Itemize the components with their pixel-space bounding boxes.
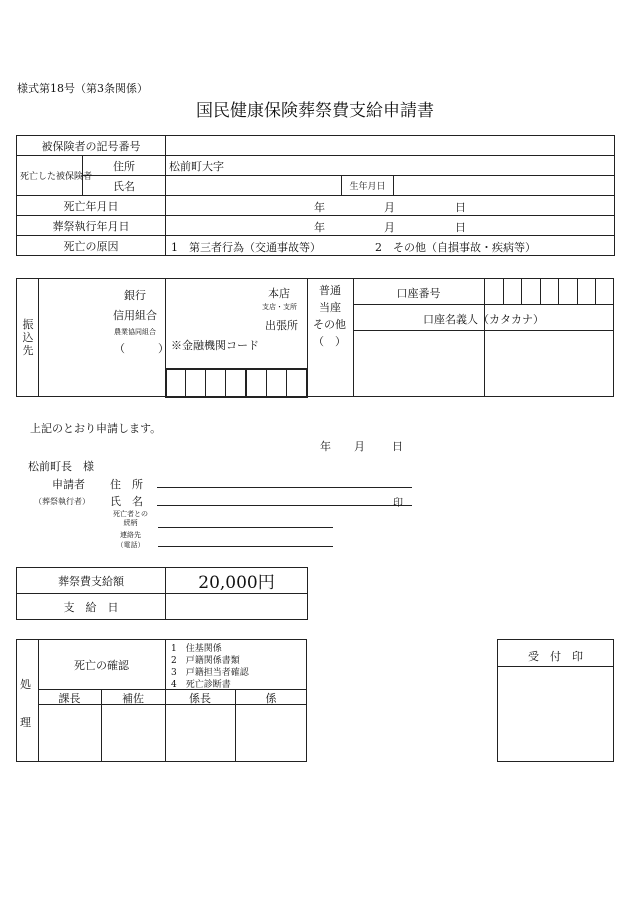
deceased-info-table [16,135,615,256]
account-type-other[interactable]: その他 [313,318,346,331]
account-type-paren: （ ） [313,335,346,348]
account-number-label: 口座番号 [396,287,441,300]
amount-label: 葬祭費支給額 [17,568,166,594]
address-label: 住所 [83,156,166,176]
applicant-label: 申請者 [52,478,85,491]
funeral-date-label: 葬祭執行年月日 [17,216,166,236]
form-number: 様式第18号（第3条関係） [17,82,148,95]
address-field[interactable]: 松前町大字 [166,156,615,176]
death-confirm-label: 死亡の確認 [74,659,129,672]
addressee: 松前町長 様 [28,460,94,473]
insured-id-label: 被保険者の記号番号 [17,136,166,156]
bank-paren: （ ） [114,342,169,355]
page-title: 国民健康保険葬祭費支給申請書 [196,101,434,121]
sub-office-label[interactable]: 出張所 [265,319,298,332]
pay-date-label: 支 給 日 [17,594,166,620]
agri-coop-label[interactable]: 農業協同組合 [114,328,156,336]
payment-table [16,567,308,620]
cause-option-2[interactable]: 2 その他（自損事故・疾病等） [375,241,536,254]
applicant-address-label: 住 所 [110,478,143,491]
birthdate-field[interactable] [394,176,615,196]
role-staff: 係 [265,692,277,705]
contact-label-2: （電話） [116,541,145,549]
account-type-current[interactable]: 当座 [319,301,341,314]
bank-label[interactable]: 銀行 [124,289,146,302]
role-assistant: 補佐 [122,692,144,705]
death-day: 日 [455,201,466,214]
cause-option-1[interactable]: 1 第三者行為（交通事故等） [171,241,321,254]
funeral-executor-label: （葬祭執行者） [34,497,90,506]
account-type-ordinary[interactable]: 普通 [319,284,341,297]
birthdate-label: 生年月日 [342,176,394,196]
app-year: 年 [320,440,331,453]
role-section-chief: 課長 [58,692,81,705]
relation-label-1: 死亡者との [113,510,148,518]
app-month: 月 [354,440,365,453]
confirm-item-3[interactable]: 3 戸籍担当者確認 [171,668,249,678]
transfer-side-label: 振 込 先 [22,318,34,357]
applicant-name-label: 氏 名 [110,495,143,508]
confirm-item-4[interactable]: 4 死亡診断書 [171,680,231,690]
receipt-stamp-label: 受 付 印 [528,650,583,663]
funeral-month: 月 [384,221,395,234]
institution-code-label: ※金融機関コード [171,339,259,352]
name-label: 氏名 [83,176,166,196]
pay-date-field[interactable] [166,594,308,620]
app-day: 日 [392,440,403,453]
funeral-date-field[interactable] [166,216,615,236]
funeral-day: 日 [455,221,466,234]
death-date-label: 死亡年月日 [17,196,166,216]
processing-side-label-2: 理 [20,716,31,729]
credit-union-label[interactable]: 信用組合 [113,309,157,322]
contact-label-1: 連絡先 [120,531,141,539]
death-year: 年 [314,201,325,214]
relation-line[interactable] [158,527,333,528]
confirm-item-2[interactable]: 2 戸籍関係書類 [171,656,240,666]
funeral-year: 年 [314,221,325,234]
name-field[interactable] [166,176,342,196]
amount-value: 20,000円 [166,568,308,594]
insured-id-field[interactable] [166,136,615,156]
applicant-address-line[interactable] [157,487,412,488]
application-statement: 上記のとおり申請します。 [30,422,162,435]
relation-label-2: 続柄 [123,519,138,527]
applicant-name-line[interactable] [157,505,412,506]
death-month: 月 [384,201,395,214]
account-holder-label: 口座名義人（カタカナ） [423,313,544,326]
death-date-field[interactable] [166,196,615,216]
contact-line[interactable] [158,546,333,547]
head-office-label[interactable]: 本店 [268,287,290,300]
branch-label[interactable]: 支店・支所 [262,303,297,311]
cause-field[interactable] [166,236,615,256]
processing-side-label-1: 処 [20,678,31,691]
deceased-label: 死亡した被保険者 [17,156,83,196]
cause-label: 死亡の原因 [17,236,166,256]
role-sub-chief: 係長 [189,692,211,705]
confirm-item-1[interactable]: 1 住基関係 [171,644,222,654]
seal-mark: 印 [393,498,403,509]
